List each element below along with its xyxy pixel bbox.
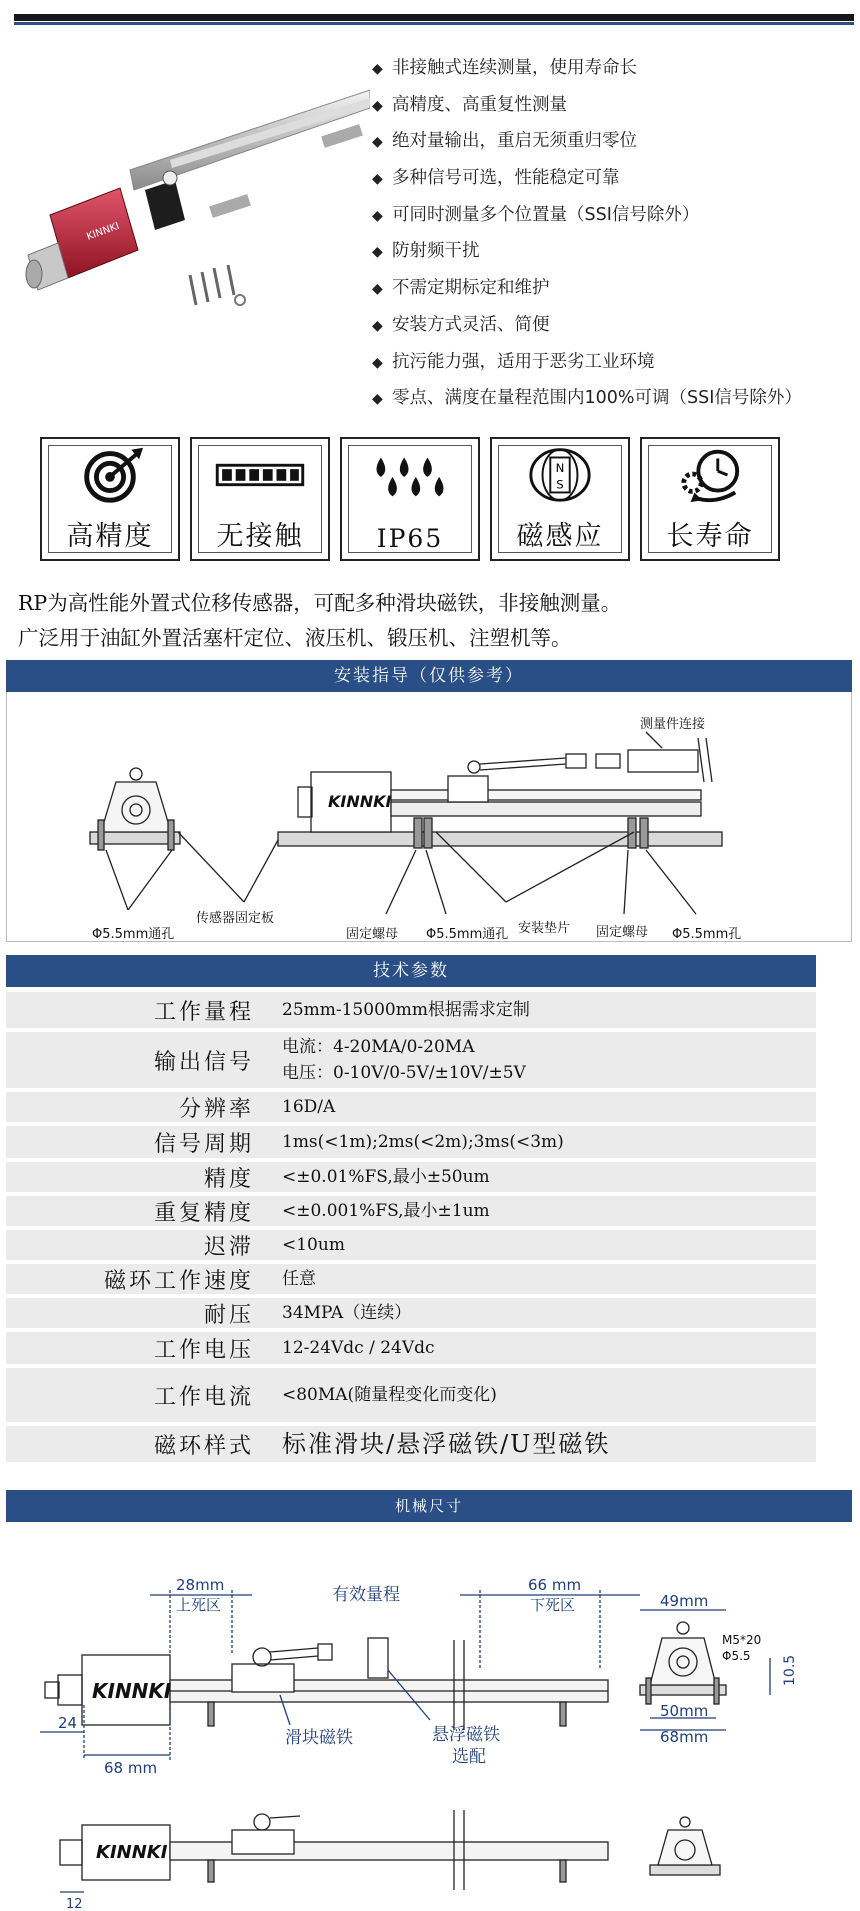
table-row bbox=[6, 1126, 816, 1158]
spec-title-band: 技术参数 bbox=[6, 955, 816, 987]
svg-text:选配: 选配 bbox=[452, 1747, 486, 1767]
svg-text:S: S bbox=[556, 477, 564, 492]
svg-text:68mm: 68mm bbox=[660, 1728, 709, 1746]
svg-text:49mm: 49mm bbox=[660, 1592, 709, 1610]
icon-card-longlife bbox=[640, 437, 780, 561]
table-row bbox=[6, 992, 816, 1028]
svg-text:下死区: 下死区 bbox=[530, 1596, 576, 1614]
feature-item: ◆ 非接触式连续测量，使用寿命长 bbox=[372, 50, 852, 87]
svg-text:上死区: 上死区 bbox=[176, 1596, 222, 1614]
svg-text:有效量程: 有效量程 bbox=[332, 1585, 400, 1605]
intro-line: RP为高性能外置式位移传感器，可配多种滑块磁铁，非接触测量。 bbox=[18, 591, 622, 615]
mech-title-band: 机械尺寸 bbox=[6, 1490, 852, 1522]
svg-text:66 mm: 66 mm bbox=[528, 1576, 582, 1594]
spec-key: 输出信号 bbox=[153, 1049, 254, 1075]
table-row bbox=[6, 1368, 816, 1422]
spec-key: 信号周期 bbox=[153, 1131, 254, 1157]
feature-item: ◆ 防射频干扰 bbox=[372, 233, 852, 270]
table-row bbox=[6, 1426, 816, 1462]
spec-key: 重复精度 bbox=[153, 1200, 254, 1226]
diamond-bullet-icon: ◆ bbox=[372, 317, 383, 334]
table-row bbox=[6, 1332, 816, 1364]
icon-card-magnetic bbox=[490, 437, 630, 561]
svg-text:M5*20: M5*20 bbox=[722, 1633, 762, 1647]
spec-key: 精度 bbox=[203, 1166, 254, 1192]
icon-label: IP65 bbox=[376, 524, 444, 553]
spec-value: 标准滑块/悬浮磁铁/U型磁铁 bbox=[282, 1430, 611, 1458]
svg-text:Φ5.5mm通孔: Φ5.5mm通孔 bbox=[426, 927, 509, 942]
spec-key: 磁环工作速度 bbox=[103, 1268, 254, 1294]
table-row bbox=[6, 1230, 816, 1260]
table-row bbox=[6, 1092, 816, 1122]
diamond-bullet-icon: ◆ bbox=[372, 391, 383, 408]
feature-list bbox=[372, 50, 852, 417]
diamond-bullet-icon: ◆ bbox=[372, 354, 383, 371]
svg-text:KINNKI: KINNKI bbox=[92, 1679, 172, 1703]
svg-text:KINNKI: KINNKI bbox=[96, 1842, 168, 1863]
diamond-bullet-icon: ◆ bbox=[372, 281, 383, 298]
spec-key: 工作电压 bbox=[153, 1337, 254, 1363]
feature-item: ◆ 不需定期标定和维护 bbox=[372, 270, 852, 307]
spec-value: 12-24Vdc / 24Vdc bbox=[282, 1338, 435, 1358]
svg-text:固定螺母: 固定螺母 bbox=[346, 927, 399, 942]
spec-value: 电流：4-20MA/0-20MA 电压：0-10V/0-5V/±10V/±5V bbox=[282, 1037, 526, 1083]
intro-line: 广泛用于油缸外置活塞杆定位、液压机、锻压机、注塑机等。 bbox=[18, 626, 572, 650]
diamond-bullet-icon: ◆ bbox=[372, 207, 383, 224]
svg-text:Φ5.5: Φ5.5 bbox=[722, 1649, 751, 1663]
svg-text:传感器固定板: 传感器固定板 bbox=[196, 911, 275, 926]
table-row bbox=[6, 1196, 816, 1226]
sensor-product-image bbox=[10, 50, 370, 350]
icon-card-precision bbox=[40, 437, 180, 561]
icon-label: 长寿命 bbox=[666, 521, 754, 552]
svg-text:KINNKI: KINNKI bbox=[328, 792, 392, 811]
svg-text:24: 24 bbox=[58, 1714, 78, 1732]
bar-segments-icon bbox=[192, 443, 328, 505]
diamond-bullet-icon: ◆ bbox=[372, 244, 383, 261]
feature-item: ◆ 抗污能力强，适用于恶劣工业环境 bbox=[372, 344, 852, 381]
spec-key: 耐压 bbox=[203, 1302, 254, 1328]
icon-label: 高精度 bbox=[66, 521, 154, 552]
feature-item: ◆ 绝对量输出，重启无须重归零位 bbox=[372, 123, 852, 160]
svg-text:悬浮磁铁: 悬浮磁铁 bbox=[432, 1725, 500, 1745]
hero-section bbox=[0, 30, 860, 425]
table-row bbox=[6, 1162, 816, 1192]
feature-item: ◆ 零点、满度在量程范围内100%可调（SSI信号除外） bbox=[372, 380, 852, 417]
gear-clock-icon bbox=[642, 443, 778, 505]
spec-key: 磁环样式 bbox=[153, 1433, 254, 1459]
spec-value: 34MPA（连续） bbox=[282, 1303, 412, 1323]
feature-item: ◆ 高精度、高重复性测量 bbox=[372, 87, 852, 124]
spec-value: 任意 bbox=[282, 1269, 316, 1289]
spec-key: 迟滞 bbox=[203, 1234, 254, 1260]
spec-value: 25mm-15000mm根据需求定制 bbox=[282, 1000, 530, 1020]
svg-text:滑块磁铁: 滑块磁铁 bbox=[285, 1728, 353, 1748]
spec-key: 分辨率 bbox=[178, 1096, 254, 1122]
svg-text:N: N bbox=[555, 461, 565, 476]
spec-key: 工作量程 bbox=[153, 999, 254, 1025]
svg-text:固定螺母: 固定螺母 bbox=[596, 925, 649, 940]
svg-text:测量件连接: 测量件连接 bbox=[640, 717, 706, 732]
top-rule-accent bbox=[14, 22, 854, 25]
feature-item: ◆ 可同时测量多个位置量（SSI信号除外） bbox=[372, 197, 852, 234]
magnet-ns-icon bbox=[492, 443, 628, 505]
diamond-bullet-icon: ◆ bbox=[372, 97, 383, 114]
icon-label: 磁感应 bbox=[516, 521, 604, 552]
icon-card-ip65 bbox=[340, 437, 480, 561]
spec-value: <80MA(随量程变化而变化) bbox=[282, 1385, 497, 1405]
spec-value: <±0.01%FS,最小±50um bbox=[282, 1167, 490, 1187]
svg-text:12: 12 bbox=[66, 1897, 83, 1911]
spec-key: 工作电流 bbox=[153, 1384, 254, 1410]
spec-value: <10um bbox=[282, 1235, 345, 1255]
feature-icon-row bbox=[40, 437, 780, 562]
install-title-band: 安装指导（仅供参考） bbox=[6, 660, 852, 692]
mechanical-dimension-drawing bbox=[0, 1530, 860, 1911]
svg-text:50mm: 50mm bbox=[660, 1702, 709, 1720]
svg-text:28mm: 28mm bbox=[176, 1576, 225, 1594]
svg-text:Φ5.5mm通孔: Φ5.5mm通孔 bbox=[92, 927, 175, 942]
feature-item: ◆ 多种信号可选，性能稳定可靠 bbox=[372, 160, 852, 197]
diamond-bullet-icon: ◆ bbox=[372, 61, 383, 77]
water-drops-icon bbox=[342, 443, 478, 505]
svg-text:安装垫片: 安装垫片 bbox=[518, 921, 571, 936]
table-row bbox=[6, 1298, 816, 1328]
table-row bbox=[6, 1032, 816, 1088]
svg-text:10.5: 10.5 bbox=[782, 1654, 798, 1686]
svg-text:KINNKI: KINNKI bbox=[85, 220, 121, 243]
spec-value: 16D/A bbox=[282, 1097, 336, 1117]
table-row bbox=[6, 1264, 816, 1294]
top-rule bbox=[14, 14, 854, 21]
svg-text:Φ5.5mm孔: Φ5.5mm孔 bbox=[672, 927, 742, 942]
diamond-bullet-icon: ◆ bbox=[372, 134, 383, 151]
product-intro bbox=[18, 586, 848, 656]
icon-label: 无接触 bbox=[216, 521, 304, 552]
feature-item: ◆ 安装方式灵活、简便 bbox=[372, 307, 852, 344]
spec-value: 1ms(<1m);2ms(<2m);3ms(<3m) bbox=[282, 1132, 564, 1152]
diamond-bullet-icon: ◆ bbox=[372, 171, 383, 188]
icon-card-contactless bbox=[190, 437, 330, 561]
svg-text:68 mm: 68 mm bbox=[104, 1759, 158, 1777]
spec-value: <±0.001%FS,最小±1um bbox=[282, 1201, 490, 1221]
install-diagram bbox=[6, 692, 852, 942]
target-icon bbox=[42, 443, 178, 505]
